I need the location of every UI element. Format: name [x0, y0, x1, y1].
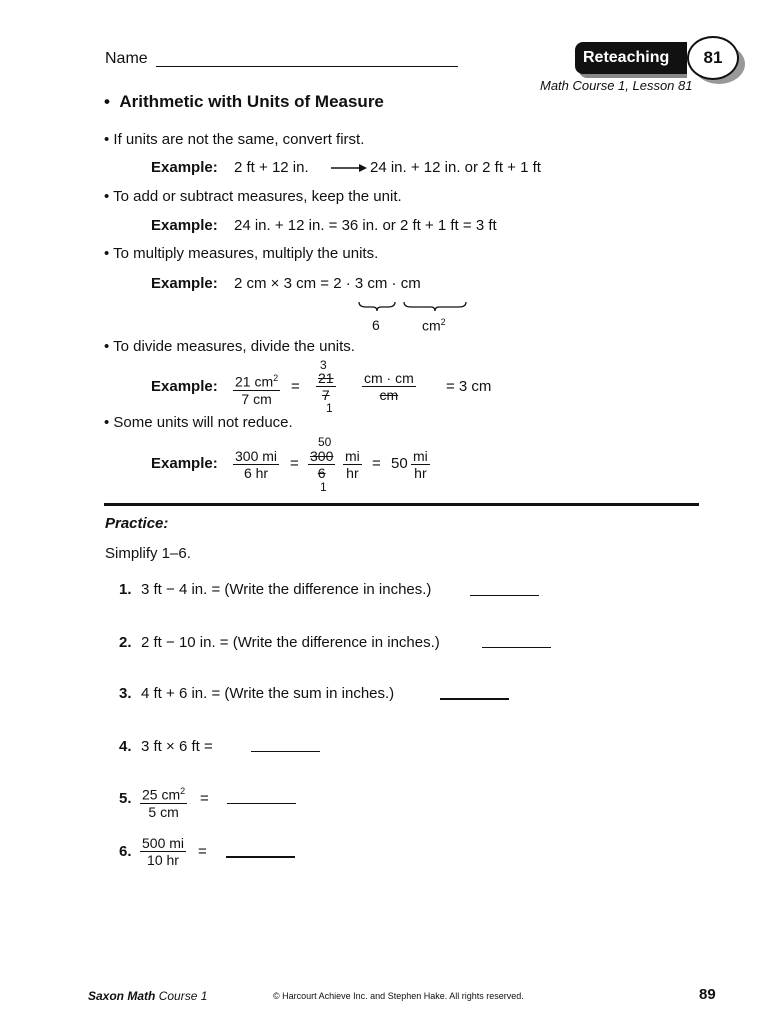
fraction-numerator: 21 $cm^2$: [233, 370, 280, 391]
problem-4-number: 4.: [119, 738, 132, 755]
problem-6-number: 6.: [119, 843, 132, 860]
badge-label: Reteaching: [583, 49, 670, 66]
problem-1-text: 3 ft − 4 in. = (Write the difference in inches.): [141, 581, 432, 598]
rule-1-text: If units are not the same, convert first.: [113, 131, 365, 148]
equals-sign: =: [291, 378, 300, 395]
fraction-numerator: 300 mi: [235, 448, 278, 464]
rule-2-example-label: Example:: [151, 217, 218, 234]
rule-5-mid: 50: [391, 455, 408, 472]
problem-5-fraction: [140, 783, 187, 820]
equals-sign: =: [372, 455, 381, 472]
problem-6-equals: =: [198, 843, 207, 860]
fraction-numerator: 21: [318, 370, 334, 386]
section-divider: [104, 503, 699, 506]
fraction-denominator: 5 cm: [148, 803, 179, 820]
rule-5-bottom-small: 1: [320, 480, 327, 494]
badge-number: 81: [703, 48, 723, 67]
rule-2-example: 24 in. + 12 in. = 36 in. or 2 ft + 1 ft = 3 ft: [234, 217, 497, 234]
arrow-icon: [331, 163, 367, 173]
rule-5-fraction-4: [411, 448, 430, 481]
rule-2-text: To add or subtract measures, keep the unit.: [113, 188, 402, 205]
title-text: Arithmetic with Units of Measure: [119, 92, 384, 111]
rule-4-result: = 3 cm: [446, 378, 492, 395]
fraction-denominator: cm: [379, 387, 399, 403]
rule-5-top-small: 50: [318, 435, 332, 449]
fraction-denominator: hr: [414, 465, 427, 481]
badge-label-box: [575, 42, 687, 74]
problem-6-answer-blank[interactable]: [226, 855, 295, 858]
footer-book: [88, 989, 207, 1003]
problem-3-text: 4 ft + 6 in. = (Write the sum in inches.): [141, 685, 395, 702]
rule-3-example: 2 cm × 3 cm = 2 · 3 cm · cm: [234, 275, 421, 292]
rule-1-example-right: 24 in. + 12 in. or 2 ft + 1 ft: [370, 159, 541, 176]
problem-5-equals: =: [200, 790, 209, 807]
rule-2-bullet: • To add or subtract measures, keep the unit.: [104, 188, 402, 205]
fraction-denominator: 6: [317, 465, 326, 481]
problem-4-answer-blank[interactable]: [251, 750, 320, 752]
rule-1-example-label: Example:: [151, 159, 218, 176]
practice-instruction: Simplify 1–6.: [105, 545, 191, 562]
course-lesson: Math Course 1, Lesson 81: [540, 78, 693, 93]
equals-sign: =: [290, 455, 299, 472]
rule-4-fraction-1: [233, 370, 280, 407]
rule-4-fraction-2: [316, 370, 336, 403]
problem-5-answer-blank[interactable]: [227, 802, 296, 804]
rule-4-fraction-3: [362, 370, 416, 403]
rule-3-under-left: 6: [372, 317, 380, 333]
rule-3-bullet: • To multiply measures, multiply the units.: [104, 245, 379, 262]
rule-4-example-label: Example:: [151, 378, 218, 395]
rule-5-bullet: • Some units will not reduce.: [104, 414, 293, 431]
name-blank-line[interactable]: [156, 65, 458, 67]
underbrace-left: [358, 300, 396, 312]
fraction-numerator: 25 $cm^2$: [140, 783, 187, 804]
problem-5-number: 5.: [119, 790, 132, 807]
badge-number-circle: [687, 36, 739, 80]
rule-5-example-label: Example:: [151, 455, 218, 472]
problem-4-text: 3 ft × 6 ft =: [141, 738, 213, 755]
rule-3-under-right-text: cm: [422, 317, 441, 334]
rule-4-bottom-small: 1: [326, 401, 333, 415]
title-bullet: •: [104, 92, 120, 111]
underbrace-right: [403, 300, 467, 312]
fraction-numerator: cm · cm: [364, 370, 414, 386]
problem-2-number: 2.: [119, 634, 132, 651]
rule-4-text: To divide measures, divide the units.: [113, 338, 355, 355]
page-title: [104, 92, 384, 112]
fraction-denominator: 7: [321, 387, 330, 403]
practice-heading: Practice:: [105, 515, 169, 532]
problem-3-answer-blank[interactable]: [440, 697, 509, 700]
fraction-numerator: mi: [345, 448, 360, 464]
rule-3-text: To multiply measures, multiply the units.: [113, 245, 379, 262]
reteaching-badge: [575, 40, 745, 80]
rule-5-text: Some units will not reduce.: [113, 414, 293, 431]
rule-1-bullet: • If units are not the same, convert first.: [104, 131, 365, 148]
rule-3-example-label: Example:: [151, 275, 218, 292]
rule-5-fraction-3: [343, 448, 362, 481]
fraction-numerator: 500 mi: [142, 835, 185, 851]
numerator-text: 25 cm: [142, 786, 181, 803]
rule-1-example-left: 2 ft + 12 in.: [234, 159, 309, 176]
problem-1-answer-blank[interactable]: [470, 594, 539, 596]
fraction-denominator: 6 hr: [243, 465, 269, 481]
problem-3-number: 3.: [119, 685, 132, 702]
rule-4-top-small: 3: [320, 358, 327, 372]
footer-book-bold: Saxon Math: [88, 989, 156, 1003]
numerator-text: 21 cm: [235, 373, 274, 390]
fraction-denominator: 10 hr: [147, 852, 179, 868]
footer-copyright: © Harcourt Achieve Inc. and Stephen Hake. All rights reserved.: [273, 991, 524, 1001]
rule-5-fraction-1: [233, 448, 279, 481]
rule-4-bullet: • To divide measures, divide the units.: [104, 338, 355, 355]
problem-2-answer-blank[interactable]: [482, 646, 551, 648]
name-label: Name: [105, 50, 148, 67]
page-number: 89: [699, 986, 716, 1003]
problem-2-text: 2 ft − 10 in. = (Write the difference in inches.): [141, 634, 440, 651]
rule-5-fraction-2: [308, 448, 335, 481]
rule-3-under-right: $cm^2$: [422, 317, 446, 334]
fraction-numerator: 300: [310, 448, 334, 464]
fraction-denominator: hr: [346, 465, 359, 481]
footer-book-rest: Course 1: [158, 989, 208, 1003]
problem-6-fraction: [140, 835, 186, 868]
fraction-numerator: mi: [413, 448, 428, 464]
fraction-denominator: 7 cm: [241, 390, 272, 407]
problem-1-number: 1.: [119, 581, 132, 598]
